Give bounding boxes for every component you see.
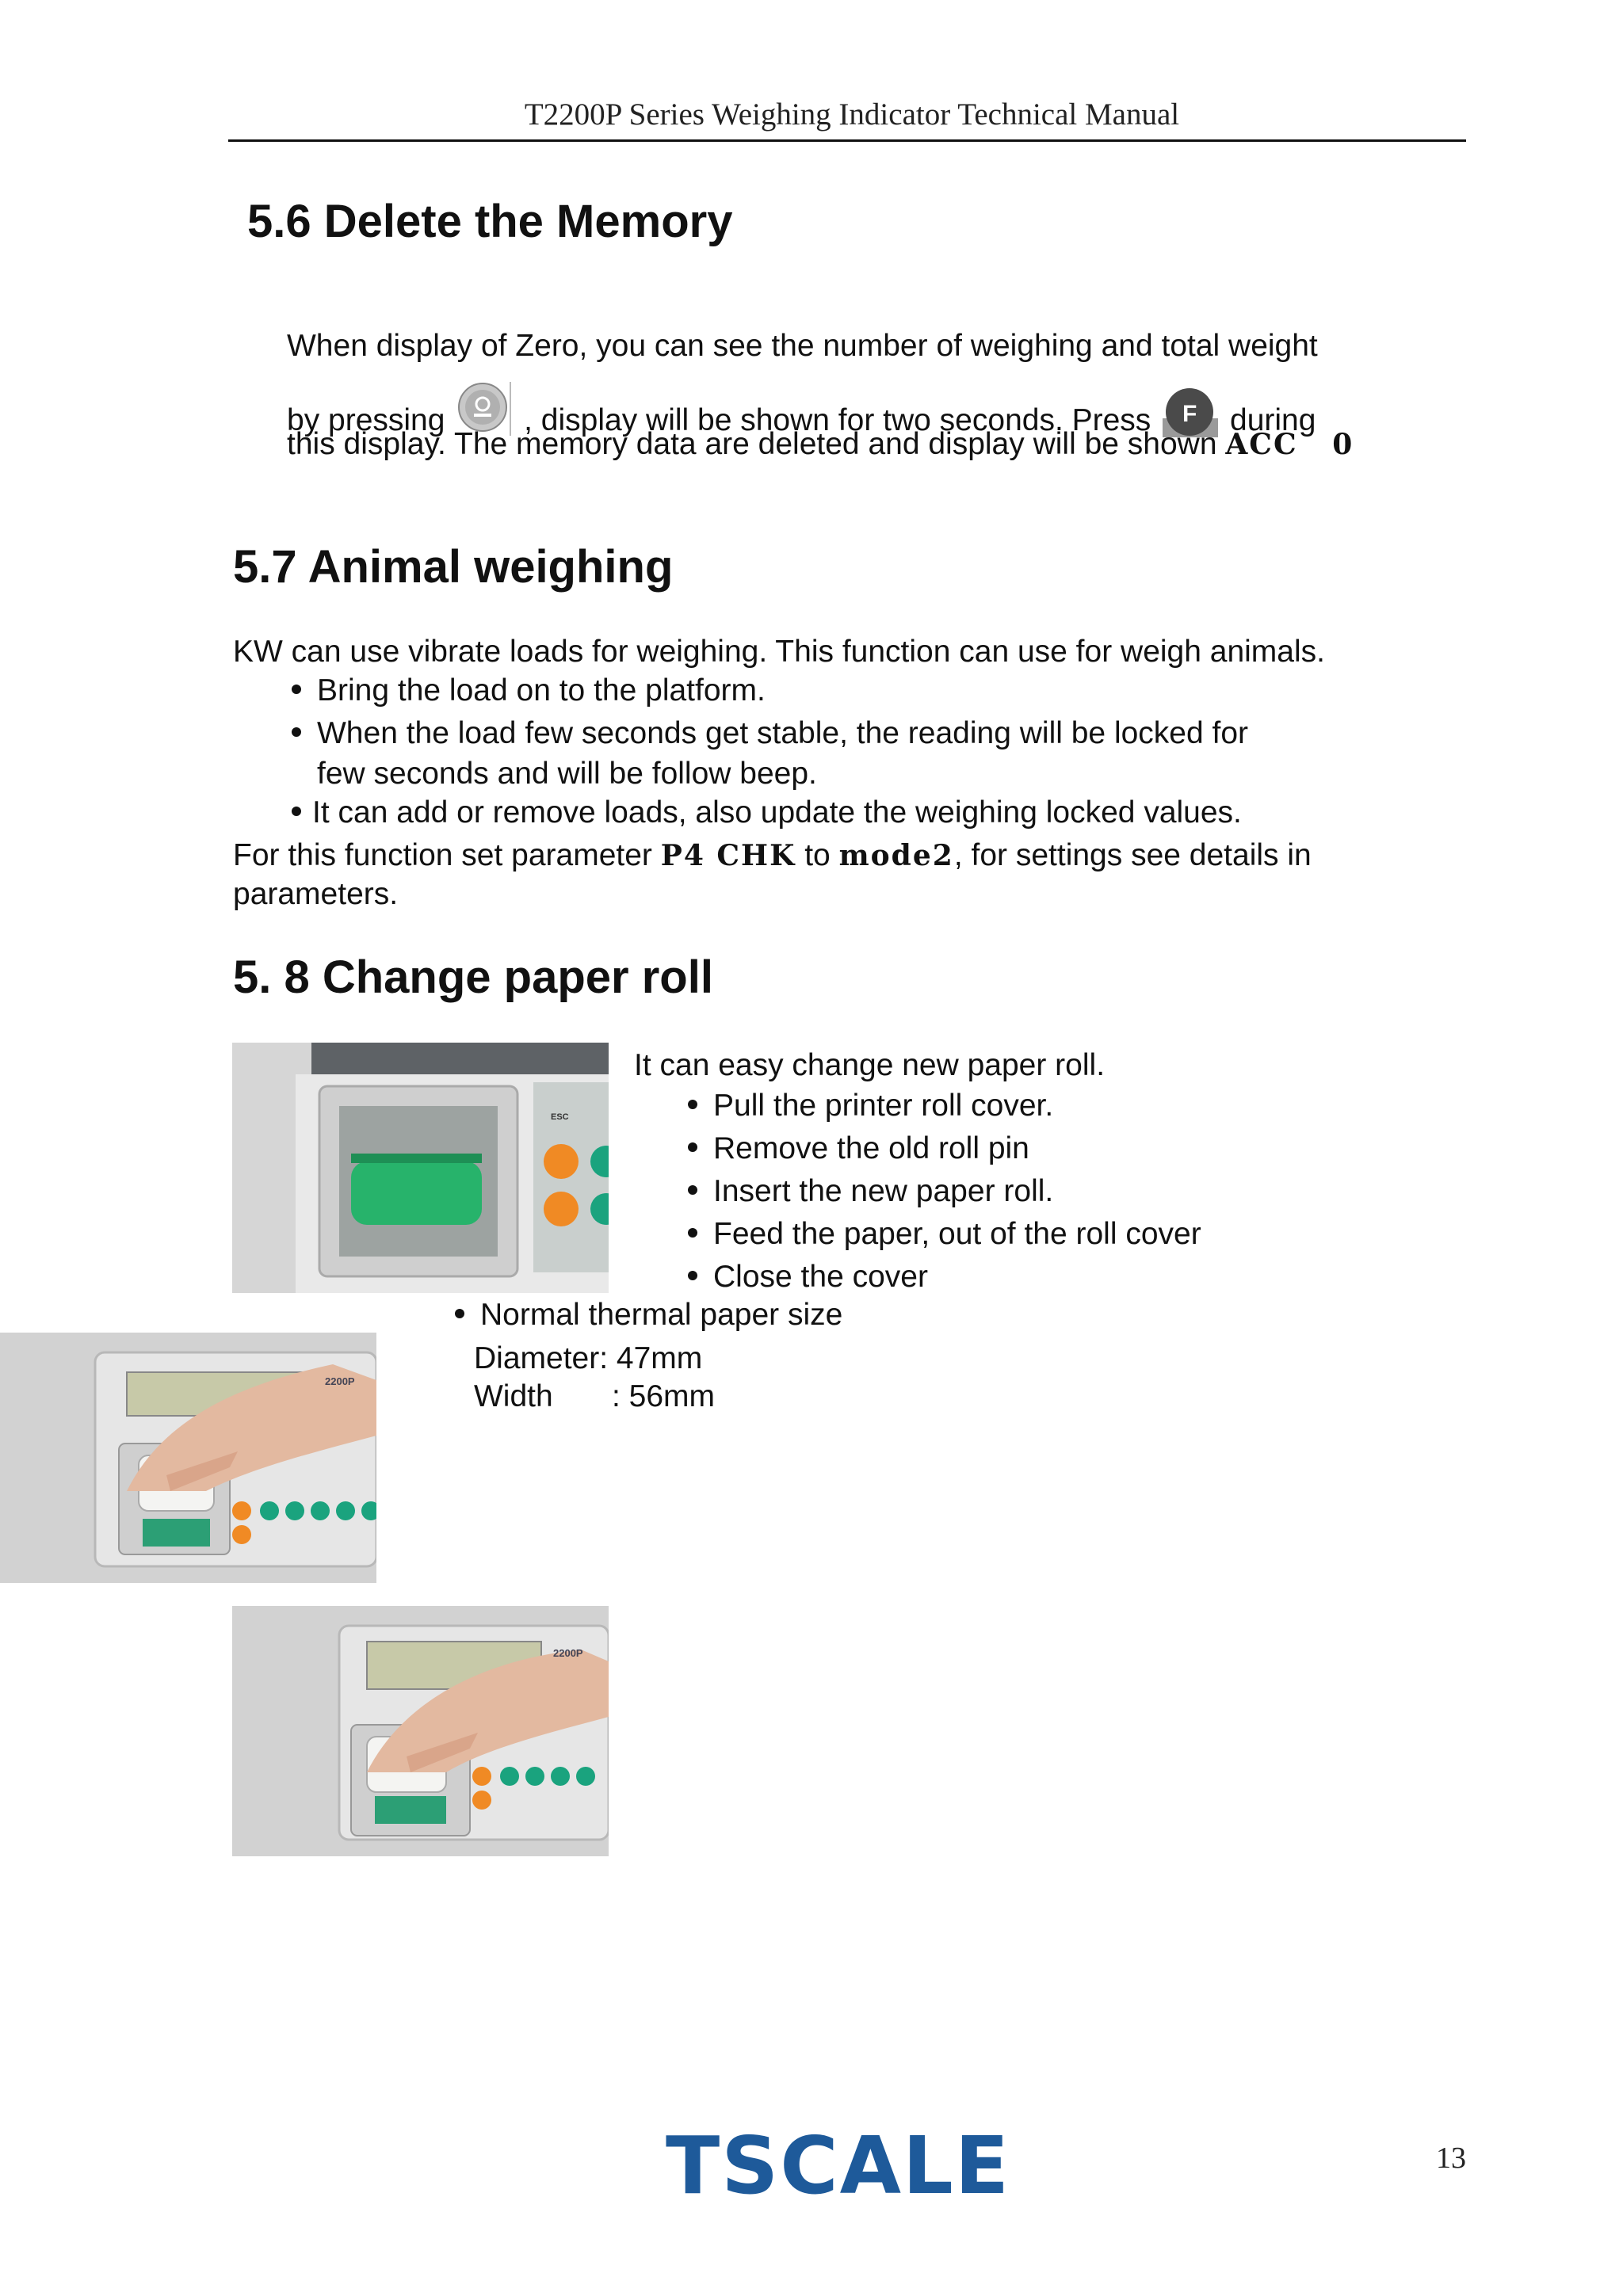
s58-intro: It can easy change new paper roll. (634, 1048, 1106, 1082)
s58-step-4 (688, 1217, 1201, 1260)
paper-size-text: Normal thermal paper size (480, 1298, 843, 1332)
header-rule (228, 139, 1466, 142)
section-5-8-heading: 5. 8 Change paper roll (233, 952, 713, 1003)
s57-bullet-3-text: It can add or remove loads, also update the weighing locked values. (312, 795, 1242, 830)
f-key-label: F (1182, 400, 1197, 427)
paper-diameter: Diameter: 47mm (474, 1341, 703, 1375)
bullet-dot (292, 685, 301, 694)
s57-bullet-1 (292, 673, 766, 708)
s56-line2c: during (1230, 402, 1316, 437)
param-text-a: For this function set parameter (233, 838, 652, 872)
bullet-dot (688, 1142, 697, 1152)
s57-intro: KW can use vibrate loads for weighing. This function can use for weigh animals. (233, 635, 1325, 669)
s57-bullet-1-text: Bring the load on to the platform. (317, 673, 766, 707)
insert-roll-photo-1 (0, 1333, 376, 1583)
s58-step-5-text: Close the cover (713, 1260, 928, 1294)
printer-open-photo (232, 1043, 609, 1293)
s57-param-line (233, 836, 1312, 875)
param-mode2: mode2 (838, 839, 954, 872)
s57-bullet-3 (292, 795, 1242, 830)
s58-step-4-text: Feed the paper, out of the roll cover (713, 1217, 1201, 1251)
s58-step-1-text: Pull the printer roll cover. (713, 1089, 1054, 1123)
page-number: 13 (1436, 2142, 1466, 2175)
paper-size-bullet (455, 1298, 842, 1333)
s58-step-5 (688, 1260, 1201, 1302)
s57-bullet-2-cont: few seconds and will be follow beep. (317, 757, 817, 791)
bullet-dot (688, 1185, 697, 1195)
s58-step-3 (688, 1174, 1201, 1217)
s58-step-3-text: Insert the new paper roll. (713, 1174, 1054, 1208)
paper-width-value: : 56mm (612, 1379, 716, 1413)
s56-line3a: this display. The memory data are deleted and display will be shown (287, 427, 1217, 461)
s58-step-2-text: Remove the old roll pin (713, 1131, 1029, 1165)
s56-line2a: by pressing (287, 402, 445, 437)
s57-bullet-2-text: When the load few seconds get stable, the reading will be locked for (317, 716, 1249, 750)
bullet-dot (688, 1271, 697, 1280)
s56-line2b: , display will be shown for two seconds. Press (524, 402, 1151, 437)
s57-param-line-2: parameters. (233, 877, 399, 911)
param-p4-chk: P4 CHK (660, 839, 796, 872)
bullet-dot (455, 1309, 464, 1318)
param-text-to: to (804, 838, 831, 872)
paper-width-label: Width (474, 1379, 553, 1413)
insert-roll-photo-2 (232, 1606, 609, 1856)
s58-steps-list (688, 1089, 1201, 1302)
bullet-dot (292, 807, 301, 816)
s58-step-1 (688, 1089, 1201, 1131)
section-5-7-heading: 5.7 Animal weighing (233, 541, 674, 593)
photo1-esc-label: ESC (551, 1112, 569, 1122)
bullet-dot (688, 1100, 697, 1109)
section-5-6-heading: 5.6 Delete the Memory (247, 196, 733, 247)
bullet-dot (688, 1228, 697, 1238)
bullet-dot (292, 727, 301, 737)
tscale-logo: TSCALE (666, 2119, 1011, 2212)
s57-bullet-2 (292, 716, 1248, 751)
running-header: T2200P Series Weighing Indicator Technical Manual (524, 97, 1180, 132)
param-text-e: , for settings see details in (953, 838, 1312, 872)
s56-line1: When display of Zero, you can see the number of weighing and total weight (287, 329, 1318, 363)
s58-step-2 (688, 1131, 1201, 1174)
photo2-model-label: 2200P (325, 1375, 355, 1387)
s56-line3 (287, 425, 1354, 464)
photo3-model-label: 2200P (553, 1647, 583, 1659)
acc-display-text: ACC 0 (1225, 428, 1354, 461)
